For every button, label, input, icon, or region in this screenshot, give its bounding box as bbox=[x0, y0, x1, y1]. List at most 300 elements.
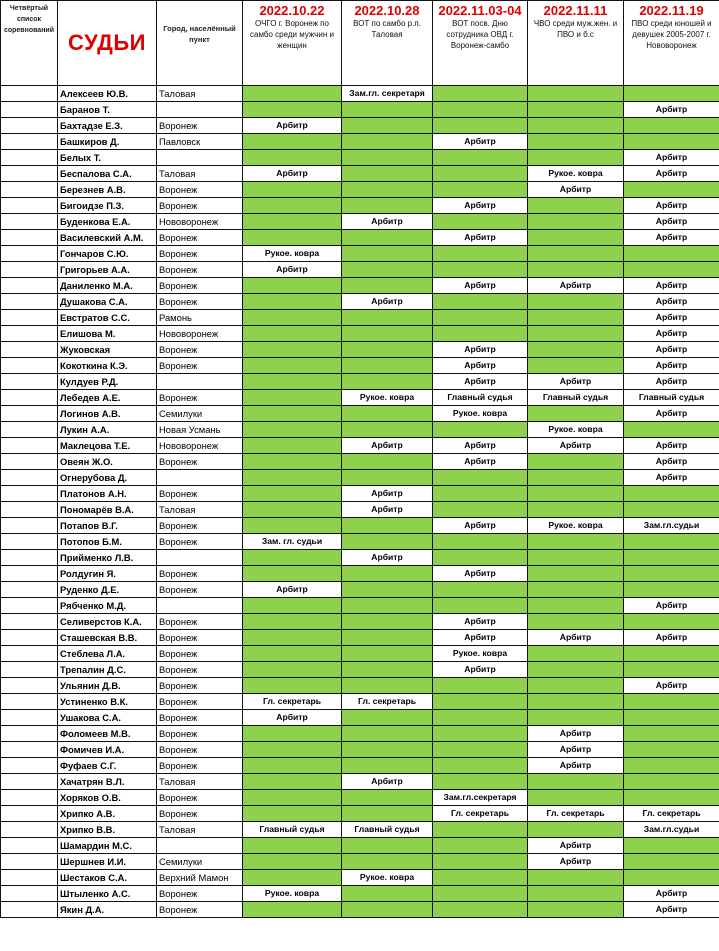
empty-green-cell[interactable] bbox=[342, 326, 433, 342]
role-cell[interactable]: Арбитр bbox=[624, 342, 719, 358]
judge-name-cell[interactable]: Логинов А.В. bbox=[58, 406, 157, 422]
judge-name-cell[interactable]: Хоряков О.В. bbox=[58, 790, 157, 806]
empty-green-cell[interactable] bbox=[243, 902, 342, 918]
row-empty-cell[interactable] bbox=[1, 198, 58, 214]
empty-green-cell[interactable] bbox=[342, 182, 433, 198]
empty-green-cell[interactable] bbox=[528, 86, 624, 102]
header-event-1[interactable] bbox=[243, 1, 342, 86]
row-empty-cell[interactable] bbox=[1, 406, 58, 422]
empty-green-cell[interactable] bbox=[243, 390, 342, 406]
judge-name-cell[interactable]: Штыленко А.С. bbox=[58, 886, 157, 902]
empty-green-cell[interactable] bbox=[243, 278, 342, 294]
empty-green-cell[interactable] bbox=[528, 678, 624, 694]
city-cell[interactable]: Воронеж bbox=[157, 262, 243, 278]
empty-green-cell[interactable] bbox=[342, 278, 433, 294]
empty-green-cell[interactable] bbox=[243, 518, 342, 534]
role-cell[interactable]: Гл. секретарь bbox=[342, 694, 433, 710]
role-cell[interactable]: Арбитр bbox=[624, 358, 719, 374]
role-cell[interactable]: Арбитр bbox=[528, 742, 624, 758]
row-empty-cell[interactable] bbox=[1, 758, 58, 774]
role-cell[interactable]: Гл. секретарь bbox=[624, 806, 719, 822]
empty-green-cell[interactable] bbox=[433, 118, 528, 134]
judge-name-cell[interactable]: Беспалова С.А. bbox=[58, 166, 157, 182]
empty-green-cell[interactable] bbox=[528, 870, 624, 886]
row-empty-cell[interactable] bbox=[1, 694, 58, 710]
role-cell[interactable]: Арбитр bbox=[528, 438, 624, 454]
judge-name-cell[interactable]: Рябченко М.Д. bbox=[58, 598, 157, 614]
empty-green-cell[interactable] bbox=[243, 662, 342, 678]
empty-green-cell[interactable] bbox=[528, 646, 624, 662]
header-city[interactable]: Город, населённый пункт bbox=[157, 1, 243, 86]
empty-green-cell[interactable] bbox=[342, 582, 433, 598]
empty-green-cell[interactable] bbox=[528, 566, 624, 582]
empty-green-cell[interactable] bbox=[433, 742, 528, 758]
empty-green-cell[interactable] bbox=[342, 678, 433, 694]
empty-green-cell[interactable] bbox=[433, 822, 528, 838]
role-cell[interactable]: Арбитр bbox=[624, 902, 719, 918]
empty-green-cell[interactable] bbox=[528, 710, 624, 726]
empty-green-cell[interactable] bbox=[243, 198, 342, 214]
city-cell[interactable]: Воронеж bbox=[157, 694, 243, 710]
judge-name-cell[interactable]: Душакова С.А. bbox=[58, 294, 157, 310]
role-cell[interactable]: Арбитр bbox=[624, 598, 719, 614]
role-cell[interactable]: Арбитр bbox=[433, 358, 528, 374]
empty-green-cell[interactable] bbox=[433, 534, 528, 550]
judge-name-cell[interactable]: Григорьев А.А. bbox=[58, 262, 157, 278]
city-cell[interactable]: Воронеж bbox=[157, 118, 243, 134]
role-cell[interactable]: Рукое. ковра bbox=[433, 646, 528, 662]
role-cell[interactable]: Арбитр bbox=[624, 294, 719, 310]
judge-name-cell[interactable]: Сташевская В.В. bbox=[58, 630, 157, 646]
judge-name-cell[interactable]: Селиверстов К.А. bbox=[58, 614, 157, 630]
empty-green-cell[interactable] bbox=[243, 422, 342, 438]
role-cell[interactable]: Арбитр bbox=[433, 198, 528, 214]
role-cell[interactable]: Арбитр bbox=[433, 630, 528, 646]
empty-green-cell[interactable] bbox=[624, 662, 719, 678]
empty-green-cell[interactable] bbox=[342, 150, 433, 166]
city-cell[interactable]: Нововоронеж bbox=[157, 214, 243, 230]
empty-green-cell[interactable] bbox=[243, 470, 342, 486]
row-empty-cell[interactable] bbox=[1, 278, 58, 294]
role-cell[interactable]: Арбитр bbox=[624, 150, 719, 166]
judge-name-cell[interactable]: Березнев А.В. bbox=[58, 182, 157, 198]
role-cell[interactable]: Зам.гл.судьи bbox=[624, 822, 719, 838]
empty-green-cell[interactable] bbox=[528, 582, 624, 598]
empty-green-cell[interactable] bbox=[243, 742, 342, 758]
empty-green-cell[interactable] bbox=[243, 774, 342, 790]
row-empty-cell[interactable] bbox=[1, 598, 58, 614]
empty-green-cell[interactable] bbox=[528, 406, 624, 422]
empty-green-cell[interactable] bbox=[433, 598, 528, 614]
empty-green-cell[interactable] bbox=[528, 246, 624, 262]
role-cell[interactable]: Арбитр bbox=[342, 502, 433, 518]
role-cell[interactable]: Главный судья bbox=[624, 390, 719, 406]
city-cell[interactable] bbox=[157, 374, 243, 390]
role-cell[interactable]: Зам.гл.судьи bbox=[624, 518, 719, 534]
empty-green-cell[interactable] bbox=[342, 598, 433, 614]
empty-green-cell[interactable] bbox=[243, 502, 342, 518]
empty-green-cell[interactable] bbox=[433, 214, 528, 230]
empty-green-cell[interactable] bbox=[342, 790, 433, 806]
role-cell[interactable]: Арбитр bbox=[433, 566, 528, 582]
judge-name-cell[interactable]: Якин Д.А. bbox=[58, 902, 157, 918]
row-empty-cell[interactable] bbox=[1, 646, 58, 662]
empty-green-cell[interactable] bbox=[433, 838, 528, 854]
row-empty-cell[interactable] bbox=[1, 854, 58, 870]
empty-green-cell[interactable] bbox=[342, 806, 433, 822]
judge-name-cell[interactable]: Потопов Б.М. bbox=[58, 534, 157, 550]
city-cell[interactable] bbox=[157, 838, 243, 854]
role-cell[interactable]: Рукое. ковра bbox=[433, 406, 528, 422]
empty-green-cell[interactable] bbox=[624, 486, 719, 502]
role-cell[interactable]: Арбитр bbox=[624, 278, 719, 294]
empty-green-cell[interactable] bbox=[624, 774, 719, 790]
judge-name-cell[interactable]: Огнерубова Д. bbox=[58, 470, 157, 486]
empty-green-cell[interactable] bbox=[433, 678, 528, 694]
empty-green-cell[interactable] bbox=[624, 854, 719, 870]
row-empty-cell[interactable] bbox=[1, 822, 58, 838]
empty-green-cell[interactable] bbox=[243, 454, 342, 470]
empty-green-cell[interactable] bbox=[528, 358, 624, 374]
role-cell[interactable]: Главный судья bbox=[243, 822, 342, 838]
judge-name-cell[interactable]: Елишова М. bbox=[58, 326, 157, 342]
empty-green-cell[interactable] bbox=[243, 214, 342, 230]
empty-green-cell[interactable] bbox=[243, 230, 342, 246]
role-cell[interactable]: Арбитр bbox=[624, 630, 719, 646]
empty-green-cell[interactable] bbox=[342, 742, 433, 758]
row-empty-cell[interactable] bbox=[1, 150, 58, 166]
empty-green-cell[interactable] bbox=[433, 102, 528, 118]
empty-green-cell[interactable] bbox=[624, 694, 719, 710]
row-empty-cell[interactable] bbox=[1, 614, 58, 630]
judge-name-cell[interactable]: Баранов Т. bbox=[58, 102, 157, 118]
empty-green-cell[interactable] bbox=[243, 646, 342, 662]
role-cell[interactable]: Зам.гл.секретаря bbox=[433, 790, 528, 806]
row-empty-cell[interactable] bbox=[1, 726, 58, 742]
role-cell[interactable]: Арбитр bbox=[528, 278, 624, 294]
empty-green-cell[interactable] bbox=[243, 182, 342, 198]
empty-green-cell[interactable] bbox=[433, 182, 528, 198]
empty-green-cell[interactable] bbox=[528, 118, 624, 134]
judge-name-cell[interactable]: Бахтадзе Е.З. bbox=[58, 118, 157, 134]
role-cell[interactable]: Арбитр bbox=[624, 102, 719, 118]
city-cell[interactable]: Воронеж bbox=[157, 662, 243, 678]
city-cell[interactable]: Воронеж bbox=[157, 342, 243, 358]
empty-green-cell[interactable] bbox=[624, 118, 719, 134]
city-cell[interactable]: Таловая bbox=[157, 166, 243, 182]
empty-green-cell[interactable] bbox=[342, 838, 433, 854]
role-cell[interactable]: Арбитр bbox=[433, 518, 528, 534]
empty-green-cell[interactable] bbox=[624, 550, 719, 566]
empty-green-cell[interactable] bbox=[243, 806, 342, 822]
city-cell[interactable]: Таловая bbox=[157, 774, 243, 790]
role-cell[interactable]: Арбитр bbox=[243, 582, 342, 598]
judge-name-cell[interactable]: Лукин А.А. bbox=[58, 422, 157, 438]
empty-green-cell[interactable] bbox=[433, 774, 528, 790]
judge-name-cell[interactable]: Овеян Ж.О. bbox=[58, 454, 157, 470]
empty-green-cell[interactable] bbox=[624, 758, 719, 774]
empty-green-cell[interactable] bbox=[624, 614, 719, 630]
role-cell[interactable]: Арбитр bbox=[243, 262, 342, 278]
role-cell[interactable]: Арбитр bbox=[342, 438, 433, 454]
empty-green-cell[interactable] bbox=[528, 902, 624, 918]
role-cell[interactable]: Рукое. ковра bbox=[342, 870, 433, 886]
empty-green-cell[interactable] bbox=[528, 886, 624, 902]
empty-green-cell[interactable] bbox=[342, 662, 433, 678]
row-empty-cell[interactable] bbox=[1, 166, 58, 182]
role-cell[interactable]: Арбитр bbox=[433, 438, 528, 454]
empty-green-cell[interactable] bbox=[243, 358, 342, 374]
empty-green-cell[interactable] bbox=[243, 310, 342, 326]
empty-green-cell[interactable] bbox=[528, 198, 624, 214]
city-cell[interactable]: Воронеж bbox=[157, 710, 243, 726]
empty-green-cell[interactable] bbox=[624, 870, 719, 886]
empty-green-cell[interactable] bbox=[433, 422, 528, 438]
judge-name-cell[interactable]: Ушакова С.А. bbox=[58, 710, 157, 726]
row-empty-cell[interactable] bbox=[1, 838, 58, 854]
empty-green-cell[interactable] bbox=[433, 726, 528, 742]
role-cell[interactable]: Гл. секретарь bbox=[243, 694, 342, 710]
judge-name-cell[interactable]: Буденкова Е.А. bbox=[58, 214, 157, 230]
role-cell[interactable]: Арбитр bbox=[433, 342, 528, 358]
judge-name-cell[interactable]: Руденко Д.Е. bbox=[58, 582, 157, 598]
empty-green-cell[interactable] bbox=[243, 326, 342, 342]
row-empty-cell[interactable] bbox=[1, 294, 58, 310]
empty-green-cell[interactable] bbox=[528, 326, 624, 342]
role-cell[interactable]: Главный судья bbox=[433, 390, 528, 406]
judge-name-cell[interactable]: Фомичев И.А. bbox=[58, 742, 157, 758]
empty-green-cell[interactable] bbox=[433, 758, 528, 774]
empty-green-cell[interactable] bbox=[528, 102, 624, 118]
role-cell[interactable]: Рукое. ковра bbox=[528, 422, 624, 438]
judge-name-cell[interactable]: Шамардин М.С. bbox=[58, 838, 157, 854]
row-empty-cell[interactable] bbox=[1, 742, 58, 758]
empty-green-cell[interactable] bbox=[624, 582, 719, 598]
judge-name-cell[interactable]: Шершнев И.И. bbox=[58, 854, 157, 870]
role-cell[interactable]: Арбитр bbox=[243, 166, 342, 182]
row-empty-cell[interactable] bbox=[1, 246, 58, 262]
empty-green-cell[interactable] bbox=[342, 534, 433, 550]
judge-name-cell[interactable]: Башкиров Д. bbox=[58, 134, 157, 150]
empty-green-cell[interactable] bbox=[342, 886, 433, 902]
city-cell[interactable]: Таловая bbox=[157, 86, 243, 102]
empty-green-cell[interactable] bbox=[243, 854, 342, 870]
row-empty-cell[interactable] bbox=[1, 790, 58, 806]
row-empty-cell[interactable] bbox=[1, 678, 58, 694]
judge-name-cell[interactable]: Фоломеев М.В. bbox=[58, 726, 157, 742]
row-empty-cell[interactable] bbox=[1, 870, 58, 886]
empty-green-cell[interactable] bbox=[342, 118, 433, 134]
empty-green-cell[interactable] bbox=[433, 886, 528, 902]
row-empty-cell[interactable] bbox=[1, 710, 58, 726]
role-cell[interactable]: Арбитр bbox=[624, 454, 719, 470]
row-empty-cell[interactable] bbox=[1, 102, 58, 118]
role-cell[interactable]: Арбитр bbox=[624, 438, 719, 454]
row-empty-cell[interactable] bbox=[1, 342, 58, 358]
empty-green-cell[interactable] bbox=[433, 502, 528, 518]
role-cell[interactable]: Арбитр bbox=[528, 182, 624, 198]
row-empty-cell[interactable] bbox=[1, 534, 58, 550]
city-cell[interactable] bbox=[157, 102, 243, 118]
judge-name-cell[interactable]: Кокоткина К.Э. bbox=[58, 358, 157, 374]
row-empty-cell[interactable] bbox=[1, 470, 58, 486]
empty-green-cell[interactable] bbox=[528, 230, 624, 246]
empty-green-cell[interactable] bbox=[342, 246, 433, 262]
judge-name-cell[interactable]: Жуковская bbox=[58, 342, 157, 358]
header-judges-title[interactable]: СУДЬИ bbox=[58, 1, 157, 86]
empty-green-cell[interactable] bbox=[433, 150, 528, 166]
row-empty-cell[interactable] bbox=[1, 486, 58, 502]
empty-green-cell[interactable] bbox=[243, 630, 342, 646]
row-empty-cell[interactable] bbox=[1, 262, 58, 278]
empty-green-cell[interactable] bbox=[624, 246, 719, 262]
row-empty-cell[interactable] bbox=[1, 310, 58, 326]
role-cell[interactable]: Арбитр bbox=[624, 214, 719, 230]
role-cell[interactable]: Арбитр bbox=[624, 230, 719, 246]
header-competition-list[interactable]: Четвёртый список соревнований bbox=[1, 1, 58, 86]
role-cell[interactable]: Гл. секретарь bbox=[528, 806, 624, 822]
role-cell[interactable]: Арбитр bbox=[528, 854, 624, 870]
empty-green-cell[interactable] bbox=[243, 294, 342, 310]
judge-name-cell[interactable]: Лебедев А.Е. bbox=[58, 390, 157, 406]
role-cell[interactable]: Гл. секретарь bbox=[433, 806, 528, 822]
empty-green-cell[interactable] bbox=[624, 726, 719, 742]
row-empty-cell[interactable] bbox=[1, 374, 58, 390]
city-cell[interactable]: Воронеж bbox=[157, 230, 243, 246]
judge-name-cell[interactable]: Прийменко Л.В. bbox=[58, 550, 157, 566]
empty-green-cell[interactable] bbox=[433, 310, 528, 326]
empty-green-cell[interactable] bbox=[528, 598, 624, 614]
city-cell[interactable]: Семилуки bbox=[157, 406, 243, 422]
empty-green-cell[interactable] bbox=[243, 870, 342, 886]
empty-green-cell[interactable] bbox=[624, 134, 719, 150]
empty-green-cell[interactable] bbox=[433, 710, 528, 726]
role-cell[interactable]: Арбитр bbox=[433, 454, 528, 470]
empty-green-cell[interactable] bbox=[342, 230, 433, 246]
role-cell[interactable]: Зам. гл. судьи bbox=[243, 534, 342, 550]
empty-green-cell[interactable] bbox=[342, 566, 433, 582]
empty-green-cell[interactable] bbox=[243, 134, 342, 150]
empty-green-cell[interactable] bbox=[528, 134, 624, 150]
role-cell[interactable]: Арбитр bbox=[433, 662, 528, 678]
empty-green-cell[interactable] bbox=[528, 470, 624, 486]
empty-green-cell[interactable] bbox=[528, 486, 624, 502]
empty-green-cell[interactable] bbox=[342, 470, 433, 486]
city-cell[interactable]: Воронеж bbox=[157, 534, 243, 550]
city-cell[interactable]: Павловск bbox=[157, 134, 243, 150]
empty-green-cell[interactable] bbox=[433, 486, 528, 502]
city-cell[interactable] bbox=[157, 470, 243, 486]
header-event-3[interactable] bbox=[433, 1, 528, 86]
row-empty-cell[interactable] bbox=[1, 550, 58, 566]
role-cell[interactable]: Арбитр bbox=[624, 470, 719, 486]
row-empty-cell[interactable] bbox=[1, 358, 58, 374]
role-cell[interactable]: Арбитр bbox=[624, 886, 719, 902]
row-empty-cell[interactable] bbox=[1, 390, 58, 406]
city-cell[interactable]: Верхний Мамон bbox=[157, 870, 243, 886]
empty-green-cell[interactable] bbox=[528, 534, 624, 550]
empty-green-cell[interactable] bbox=[342, 262, 433, 278]
empty-green-cell[interactable] bbox=[433, 902, 528, 918]
empty-green-cell[interactable] bbox=[624, 838, 719, 854]
role-cell[interactable]: Арбитр bbox=[624, 166, 719, 182]
empty-green-cell[interactable] bbox=[243, 150, 342, 166]
judge-name-cell[interactable]: Ролдугин Я. bbox=[58, 566, 157, 582]
role-cell[interactable]: Арбитр bbox=[243, 710, 342, 726]
row-empty-cell[interactable] bbox=[1, 118, 58, 134]
empty-green-cell[interactable] bbox=[342, 198, 433, 214]
row-empty-cell[interactable] bbox=[1, 134, 58, 150]
city-cell[interactable] bbox=[157, 598, 243, 614]
judge-name-cell[interactable]: Евстратов С.С. bbox=[58, 310, 157, 326]
empty-green-cell[interactable] bbox=[243, 678, 342, 694]
empty-green-cell[interactable] bbox=[528, 310, 624, 326]
empty-green-cell[interactable] bbox=[243, 486, 342, 502]
role-cell[interactable]: Арбитр bbox=[624, 374, 719, 390]
empty-green-cell[interactable] bbox=[342, 646, 433, 662]
empty-green-cell[interactable] bbox=[433, 86, 528, 102]
role-cell[interactable]: Арбитр bbox=[528, 630, 624, 646]
empty-green-cell[interactable] bbox=[342, 854, 433, 870]
empty-green-cell[interactable] bbox=[433, 470, 528, 486]
row-empty-cell[interactable] bbox=[1, 806, 58, 822]
empty-green-cell[interactable] bbox=[433, 582, 528, 598]
empty-green-cell[interactable] bbox=[342, 342, 433, 358]
empty-green-cell[interactable] bbox=[528, 774, 624, 790]
city-cell[interactable]: Воронеж bbox=[157, 518, 243, 534]
empty-green-cell[interactable] bbox=[243, 566, 342, 582]
judge-name-cell[interactable]: Пономарёв В.А. bbox=[58, 502, 157, 518]
empty-green-cell[interactable] bbox=[528, 262, 624, 278]
role-cell[interactable]: Рукое. ковра bbox=[243, 886, 342, 902]
city-cell[interactable]: Воронеж bbox=[157, 454, 243, 470]
empty-green-cell[interactable] bbox=[342, 758, 433, 774]
city-cell[interactable]: Воронеж bbox=[157, 614, 243, 630]
judge-name-cell[interactable]: Хрипко А.В. bbox=[58, 806, 157, 822]
role-cell[interactable]: Арбитр bbox=[433, 278, 528, 294]
empty-green-cell[interactable] bbox=[243, 86, 342, 102]
row-empty-cell[interactable] bbox=[1, 422, 58, 438]
city-cell[interactable]: Воронеж bbox=[157, 198, 243, 214]
judge-name-cell[interactable]: Даниленко М.А. bbox=[58, 278, 157, 294]
row-empty-cell[interactable] bbox=[1, 454, 58, 470]
row-empty-cell[interactable] bbox=[1, 774, 58, 790]
empty-green-cell[interactable] bbox=[342, 374, 433, 390]
header-event-4[interactable] bbox=[528, 1, 624, 86]
empty-green-cell[interactable] bbox=[342, 406, 433, 422]
role-cell[interactable]: Арбитр bbox=[433, 134, 528, 150]
empty-green-cell[interactable] bbox=[433, 326, 528, 342]
empty-green-cell[interactable] bbox=[624, 262, 719, 278]
empty-green-cell[interactable] bbox=[243, 342, 342, 358]
empty-green-cell[interactable] bbox=[243, 726, 342, 742]
city-cell[interactable]: Воронеж bbox=[157, 678, 243, 694]
row-empty-cell[interactable] bbox=[1, 902, 58, 918]
empty-green-cell[interactable] bbox=[342, 102, 433, 118]
row-empty-cell[interactable] bbox=[1, 630, 58, 646]
empty-green-cell[interactable] bbox=[342, 422, 433, 438]
judge-name-cell[interactable]: Хачатрян В.Л. bbox=[58, 774, 157, 790]
judge-name-cell[interactable]: Хрипко В.В. bbox=[58, 822, 157, 838]
city-cell[interactable]: Воронеж bbox=[157, 486, 243, 502]
role-cell[interactable]: Арбитр bbox=[342, 774, 433, 790]
empty-green-cell[interactable] bbox=[342, 310, 433, 326]
judge-name-cell[interactable]: Ульянин Д.В. bbox=[58, 678, 157, 694]
row-empty-cell[interactable] bbox=[1, 886, 58, 902]
empty-green-cell[interactable] bbox=[528, 502, 624, 518]
city-cell[interactable]: Воронеж bbox=[157, 566, 243, 582]
row-empty-cell[interactable] bbox=[1, 182, 58, 198]
